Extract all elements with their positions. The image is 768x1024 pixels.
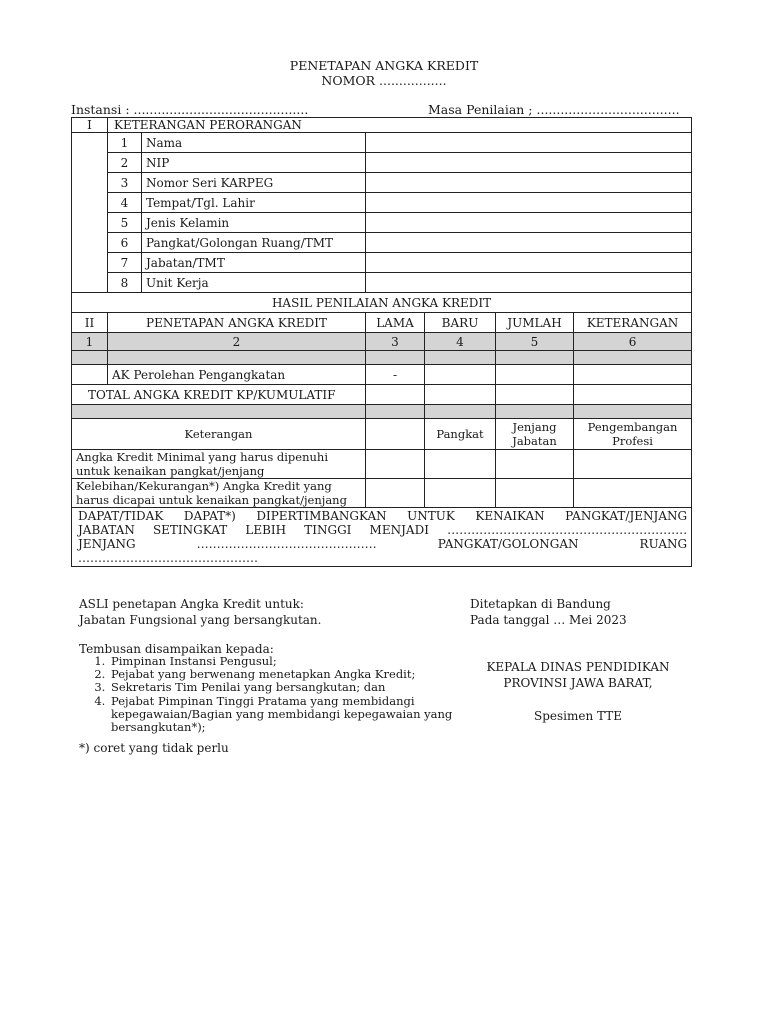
grey-spacer-row	[72, 405, 692, 419]
identity-value-cell[interactable]	[366, 193, 692, 213]
ak-perolehan-label: AK Perolehan Pengangkatan	[108, 365, 366, 385]
kelebihan-label: Kelebihan/Kekurangan*) Angka Kredit yang harus dicapai untuk kenaikan pangkat/jenjang	[72, 479, 366, 508]
keterangan-header-row	[72, 419, 692, 450]
statement-line: ………………………………………	[78, 551, 258, 565]
column-number-row	[72, 333, 692, 351]
total-jumlah-cell[interactable]	[496, 385, 574, 405]
instansi-field: Instansi : ............................................	[71, 102, 309, 117]
identity-label: Nomor Seri KARPEG	[142, 173, 366, 193]
column-number: 6	[574, 333, 692, 351]
total-row	[72, 385, 692, 405]
total-lama-cell[interactable]	[366, 385, 425, 405]
identity-number: 6	[108, 233, 142, 253]
total-keterangan-cell[interactable]	[574, 385, 692, 405]
section1-title: KETERANGAN PERORANGAN	[108, 118, 692, 133]
section2-title-row	[72, 293, 692, 313]
identity-value-cell[interactable]	[366, 153, 692, 173]
tanggal-text: Pada tanggal … Mei 2023	[470, 613, 627, 627]
column-header: BARU	[425, 313, 496, 333]
kelebihan-value-cell[interactable]	[366, 479, 425, 508]
grey-cell	[496, 405, 574, 419]
identity-number: 5	[108, 213, 142, 233]
minimal-label: Angka Kredit Minimal yang harus dipenuhi untuk kenaikan pangkat/jenjang	[72, 450, 366, 479]
identity-label: Nama	[142, 133, 366, 153]
minimal-value-cell[interactable]	[366, 450, 425, 479]
keterangan-header: Keterangan	[72, 419, 366, 450]
grey-cell	[72, 405, 366, 419]
tembusan-list	[85, 655, 459, 734]
asli-text: ASLI penetapan Angka Kredit untuk:	[79, 597, 304, 611]
identity-number: 7	[108, 253, 142, 273]
statement-line: DAPAT/TIDAK DAPAT*) DIPERTIMBANGKAN UNTUK KENAIKAN PANGKAT/JENJANG	[78, 509, 688, 523]
keterangan-empty-cell	[366, 419, 425, 450]
identity-value-cell[interactable]	[366, 253, 692, 273]
masa-penilaian-field: Masa Penilaian ; ....................................	[428, 102, 680, 117]
grey-cell	[425, 351, 496, 365]
identity-label: Pangkat/Golongan Ruang/TMT	[142, 233, 366, 253]
identity-number: 3	[108, 173, 142, 193]
identity-value-cell[interactable]	[366, 173, 692, 193]
kelebihan-jenjang-cell[interactable]	[496, 479, 574, 508]
identity-label: Unit Kerja	[142, 273, 366, 293]
column-header: KETERANGAN	[574, 313, 692, 333]
identity-number: 1	[108, 133, 142, 153]
tembusan-heading: Tembusan disampaikan kepada:	[79, 642, 274, 656]
angka-kredit-form-table	[71, 117, 692, 567]
identity-number: 8	[108, 273, 142, 293]
identity-label: NIP	[142, 153, 366, 173]
section2-title: HASIL PENILAIAN ANGKA KREDIT	[72, 293, 692, 313]
kepala-title-1: KEPALA DINAS PENDIDIKAN	[486, 660, 670, 674]
grey-cell	[425, 405, 496, 419]
grey-cell	[574, 351, 692, 365]
identity-value-cell[interactable]	[366, 233, 692, 253]
ak-lama-value: -	[366, 365, 425, 385]
identity-label: Tempat/Tgl. Lahir	[142, 193, 366, 213]
identity-number: 2	[108, 153, 142, 173]
column-header: LAMA	[366, 313, 425, 333]
minimal-profesi-cell[interactable]	[574, 450, 692, 479]
identity-label: Jenis Kelamin	[142, 213, 366, 233]
identity-row	[72, 213, 692, 233]
tembusan-item: 2. Pejabat yang berwenang menetapkan Angka Kredit;	[109, 668, 459, 681]
ak-jumlah-cell[interactable]	[496, 365, 574, 385]
identity-value-cell[interactable]	[366, 213, 692, 233]
ditetapkan-text: Ditetapkan di Bandung	[470, 597, 611, 611]
column-header: JUMLAH	[496, 313, 574, 333]
identity-row	[72, 133, 692, 153]
statement-row	[72, 508, 692, 567]
kelebihan-row	[72, 479, 692, 508]
identity-row	[72, 253, 692, 273]
grey-cell	[366, 351, 425, 365]
grey-cell	[496, 351, 574, 365]
kelebihan-pangkat-cell[interactable]	[425, 479, 496, 508]
pangkat-header: Pangkat	[425, 419, 496, 450]
ak-perolehan-row	[72, 365, 692, 385]
column-header: PENETAPAN ANGKA KREDIT	[108, 313, 366, 333]
tembusan-item: 1. Pimpinan Instansi Pengusul;	[109, 655, 459, 668]
statement-line: JENJANG ……………………………………… PANGKAT/GOLONGAN RUANG	[78, 537, 688, 551]
grey-cell	[72, 351, 108, 365]
identity-value-cell[interactable]	[366, 273, 692, 293]
ak-spacer-cell	[72, 365, 108, 385]
jabatan-text: Jabatan Fungsional yang bersangkutan.	[79, 613, 322, 627]
grey-cell	[108, 351, 366, 365]
section1-header-row	[72, 118, 692, 133]
identity-row	[72, 193, 692, 213]
identity-spacer-cell	[72, 133, 108, 293]
column-number: 4	[425, 333, 496, 351]
section2-number: II	[72, 313, 108, 333]
statement-cell	[72, 508, 692, 567]
section1-number: I	[72, 118, 108, 133]
column-number: 3	[366, 333, 425, 351]
total-baru-cell[interactable]	[425, 385, 496, 405]
column-number: 5	[496, 333, 574, 351]
identity-value-cell[interactable]	[366, 133, 692, 153]
identity-label: Jabatan/TMT	[142, 253, 366, 273]
coret-note: *) coret yang tidak perlu	[79, 741, 229, 755]
grey-cell	[574, 405, 692, 419]
column-number: 2	[108, 333, 366, 351]
identity-row	[72, 273, 692, 293]
document-number: NOMOR .................	[321, 73, 447, 88]
identity-row	[72, 153, 692, 173]
grey-cell	[366, 405, 425, 419]
minimal-jenjang-cell[interactable]	[496, 450, 574, 479]
jenjang-header: Jenjang Jabatan	[496, 419, 574, 450]
identity-row	[72, 173, 692, 193]
identity-row	[72, 233, 692, 253]
minimal-pangkat-cell[interactable]	[425, 450, 496, 479]
section2-header-row	[72, 313, 692, 333]
identity-number: 4	[108, 193, 142, 213]
spesimen-tte: Spesimen TTE	[533, 709, 622, 723]
tembusan-item: 3. Sekretaris Tim Penilai yang bersangkutan; dan	[109, 681, 459, 694]
kelebihan-profesi-cell[interactable]	[574, 479, 692, 508]
profesi-header: Pengembangan Profesi	[574, 419, 692, 450]
total-label: TOTAL ANGKA KREDIT KP/KUMULATIF	[72, 385, 366, 405]
kepala-title-2: PROVINSI JAWA BARAT,	[503, 676, 653, 690]
column-number: 1	[72, 333, 108, 351]
ak-keterangan-cell[interactable]	[574, 365, 692, 385]
grey-spacer-row	[72, 351, 692, 365]
statement-line: JABATAN SETINGKAT LEBIH TINGGI MENJADI ……………………………………………………	[78, 523, 688, 537]
document-title: PENETAPAN ANGKA KREDIT	[289, 58, 479, 73]
tembusan-item: 4. Pejabat Pimpinan Tinggi Pratama yang membidangi kepegawaian/Bagian yang membidangi kepegawaian yang bersangkutan*);	[109, 695, 459, 735]
ak-baru-cell[interactable]	[425, 365, 496, 385]
minimal-row	[72, 450, 692, 479]
